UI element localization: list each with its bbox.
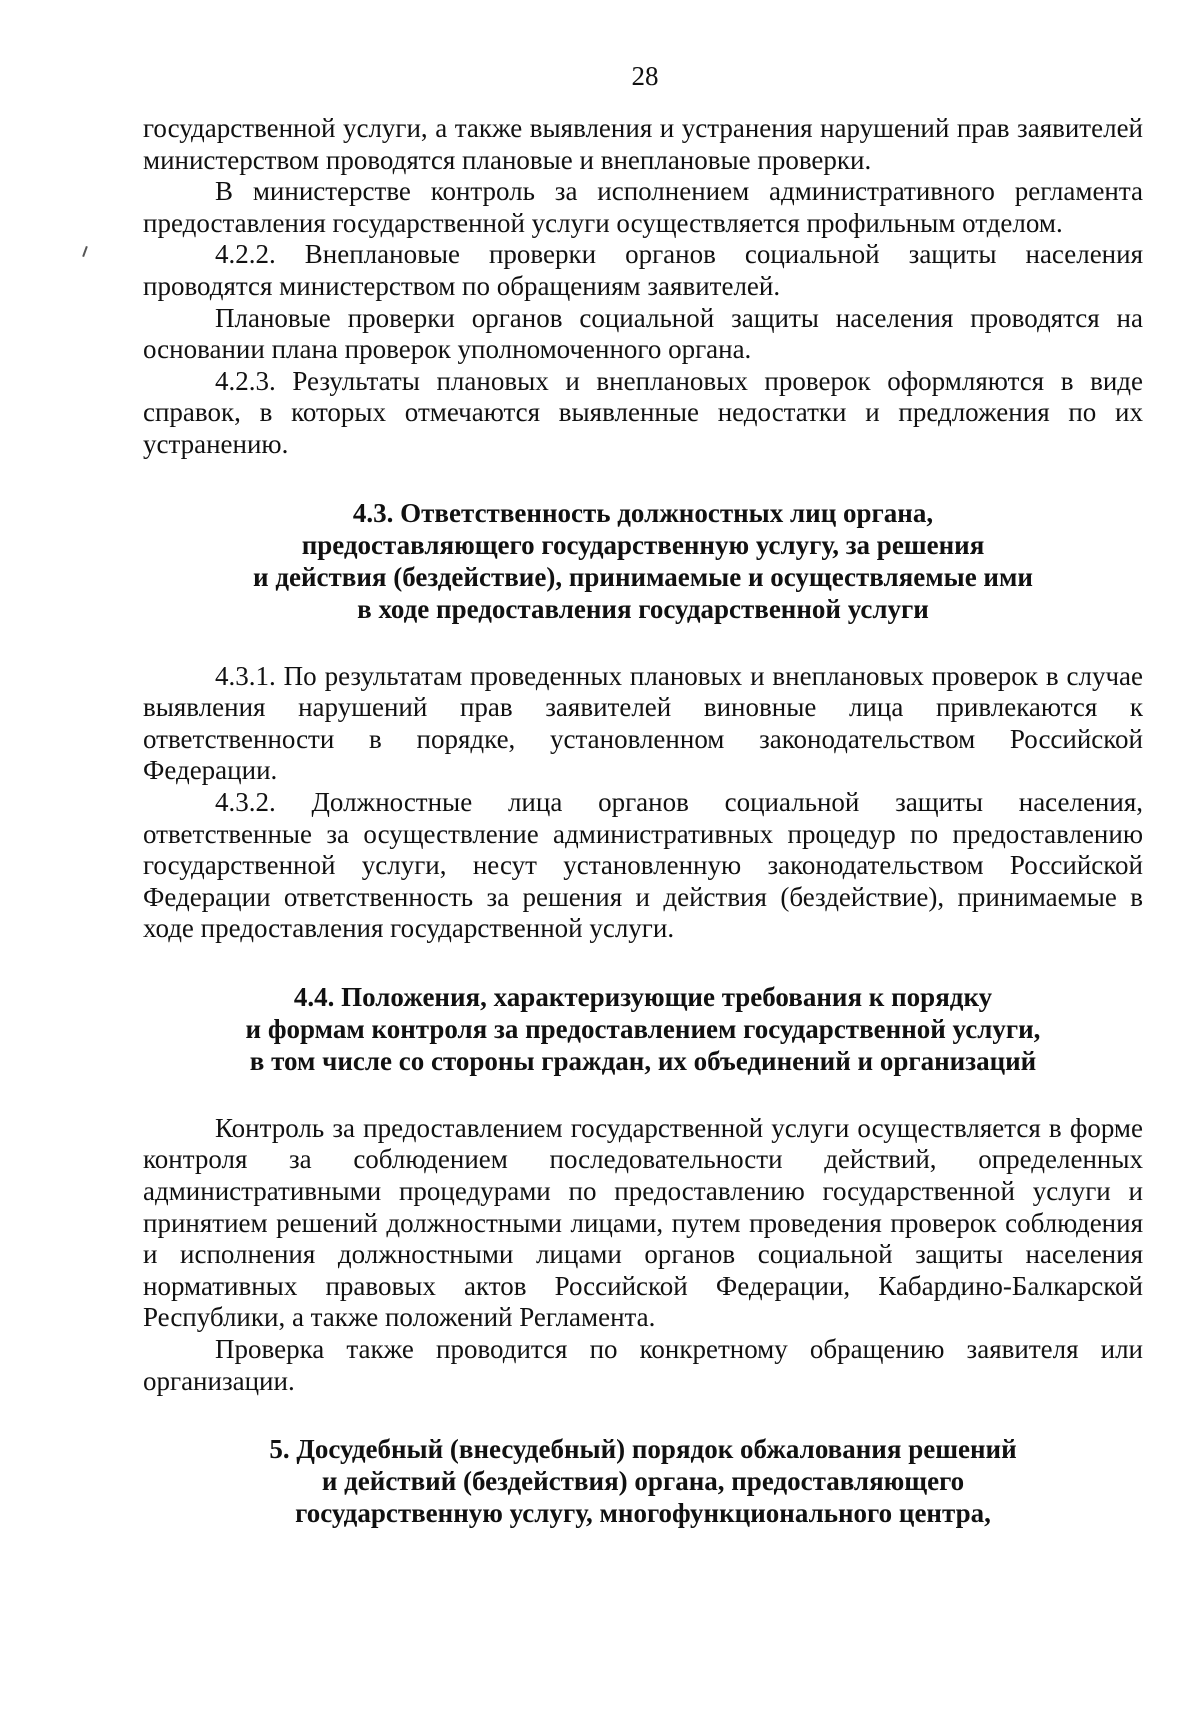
heading-4-4 <box>143 981 1143 1077</box>
paragraph-4-4-inspection: Проверка также проводится по конкретному обращению заявителя или организации. <box>143 1334 1143 1396</box>
heading-5-line-3: государственную услугу, многофункционального центра, <box>295 1498 991 1529</box>
heading-4-3-line-4: в ходе предоставления государственной услуги <box>357 593 929 624</box>
document-body <box>143 113 1143 1529</box>
page-number: 28 <box>631 61 659 91</box>
heading-4-3-line-3: и действия (бездействие), принимаемые и осуществляемые ими <box>253 561 1033 592</box>
paragraph-4-3-1: 4.3.1. По результатам проведенных плановых и внеплановых проверок в случае выявления нарушений прав заявителей виновные лица привлекаются к ответственности в порядке, установленном законодательством Российской Федерации. <box>143 660 1143 786</box>
heading-4-3-line-2: предоставляющего государственную услугу, за решения <box>301 529 985 560</box>
heading-4-4-line-3: в том числе со стороны граждан, их объединений и организаций <box>249 1045 1037 1076</box>
heading-5 <box>143 1433 1143 1529</box>
paragraph-4-4-control: Контроль за предоставлением государственной услуги осуществляется в форме контроля за соблюдением последовательности действий, определенных административными процедурами по предоставлению государственной услуги и принятием решений должностными лицами, путем проведения проверок соблюдения и исполнения должностными лицами органов социальной защиты населения нормативных правовых актов Российской Федерации, Кабардино-Балкарской Республики, а также положений Регламента. <box>143 1112 1143 1333</box>
heading-5-line-2: и действий (бездействия) органа, предоставляющего <box>321 1466 965 1497</box>
paragraph-4-2-continuation: государственной услуги, а также выявления и устранения нарушений прав заявителей министерством проводятся плановые и внеплановые проверки. <box>143 113 1143 175</box>
paragraph-4-2-planned-checks: Плановые проверки органов социальной защиты населения проводятся на основании плана проверок уполномоченного органа. <box>143 302 1143 365</box>
heading-4-4-line-1: 4.4. Положения, характеризующие требования к порядку <box>293 981 993 1012</box>
heading-4-4-line-2: и формам контроля за предоставлением государственной услуги, <box>245 1013 1041 1044</box>
scan-artifact-mark <box>82 246 88 257</box>
paragraph-4-2-2: 4.2.2. Внеплановые проверки органов социальной защиты населения проводятся министерством по обращениям заявителей. <box>143 239 1143 301</box>
paragraph-4-2-ministry-control: В министерстве контроль за исполнением административного регламента предоставления государственной услуги осуществляется профильным отделом. <box>143 176 1143 238</box>
heading-4-3-line-1: 4.3. Ответственность должностных лиц органа, <box>352 497 934 528</box>
paragraph-4-2-3: 4.2.3. Результаты плановых и внеплановых проверок оформляются в виде справок, в которых отмечаются выявленные недостатки и предложения по их устранению. <box>143 365 1143 459</box>
heading-5-line-1: 5. Досудебный (внесудебный) порядок обжалования решений <box>269 1434 1017 1465</box>
heading-4-3 <box>143 497 1143 625</box>
paragraph-4-3-2: 4.3.2. Должностные лица органов социальной защиты населения, ответственные за осуществление административных процедур по предоставлению государственной услуги, несут установленную законодательством Российской Федерации ответственность за решения и действия (бездействие), принимаемые в ходе предоставления государственной услуги. <box>143 786 1143 944</box>
